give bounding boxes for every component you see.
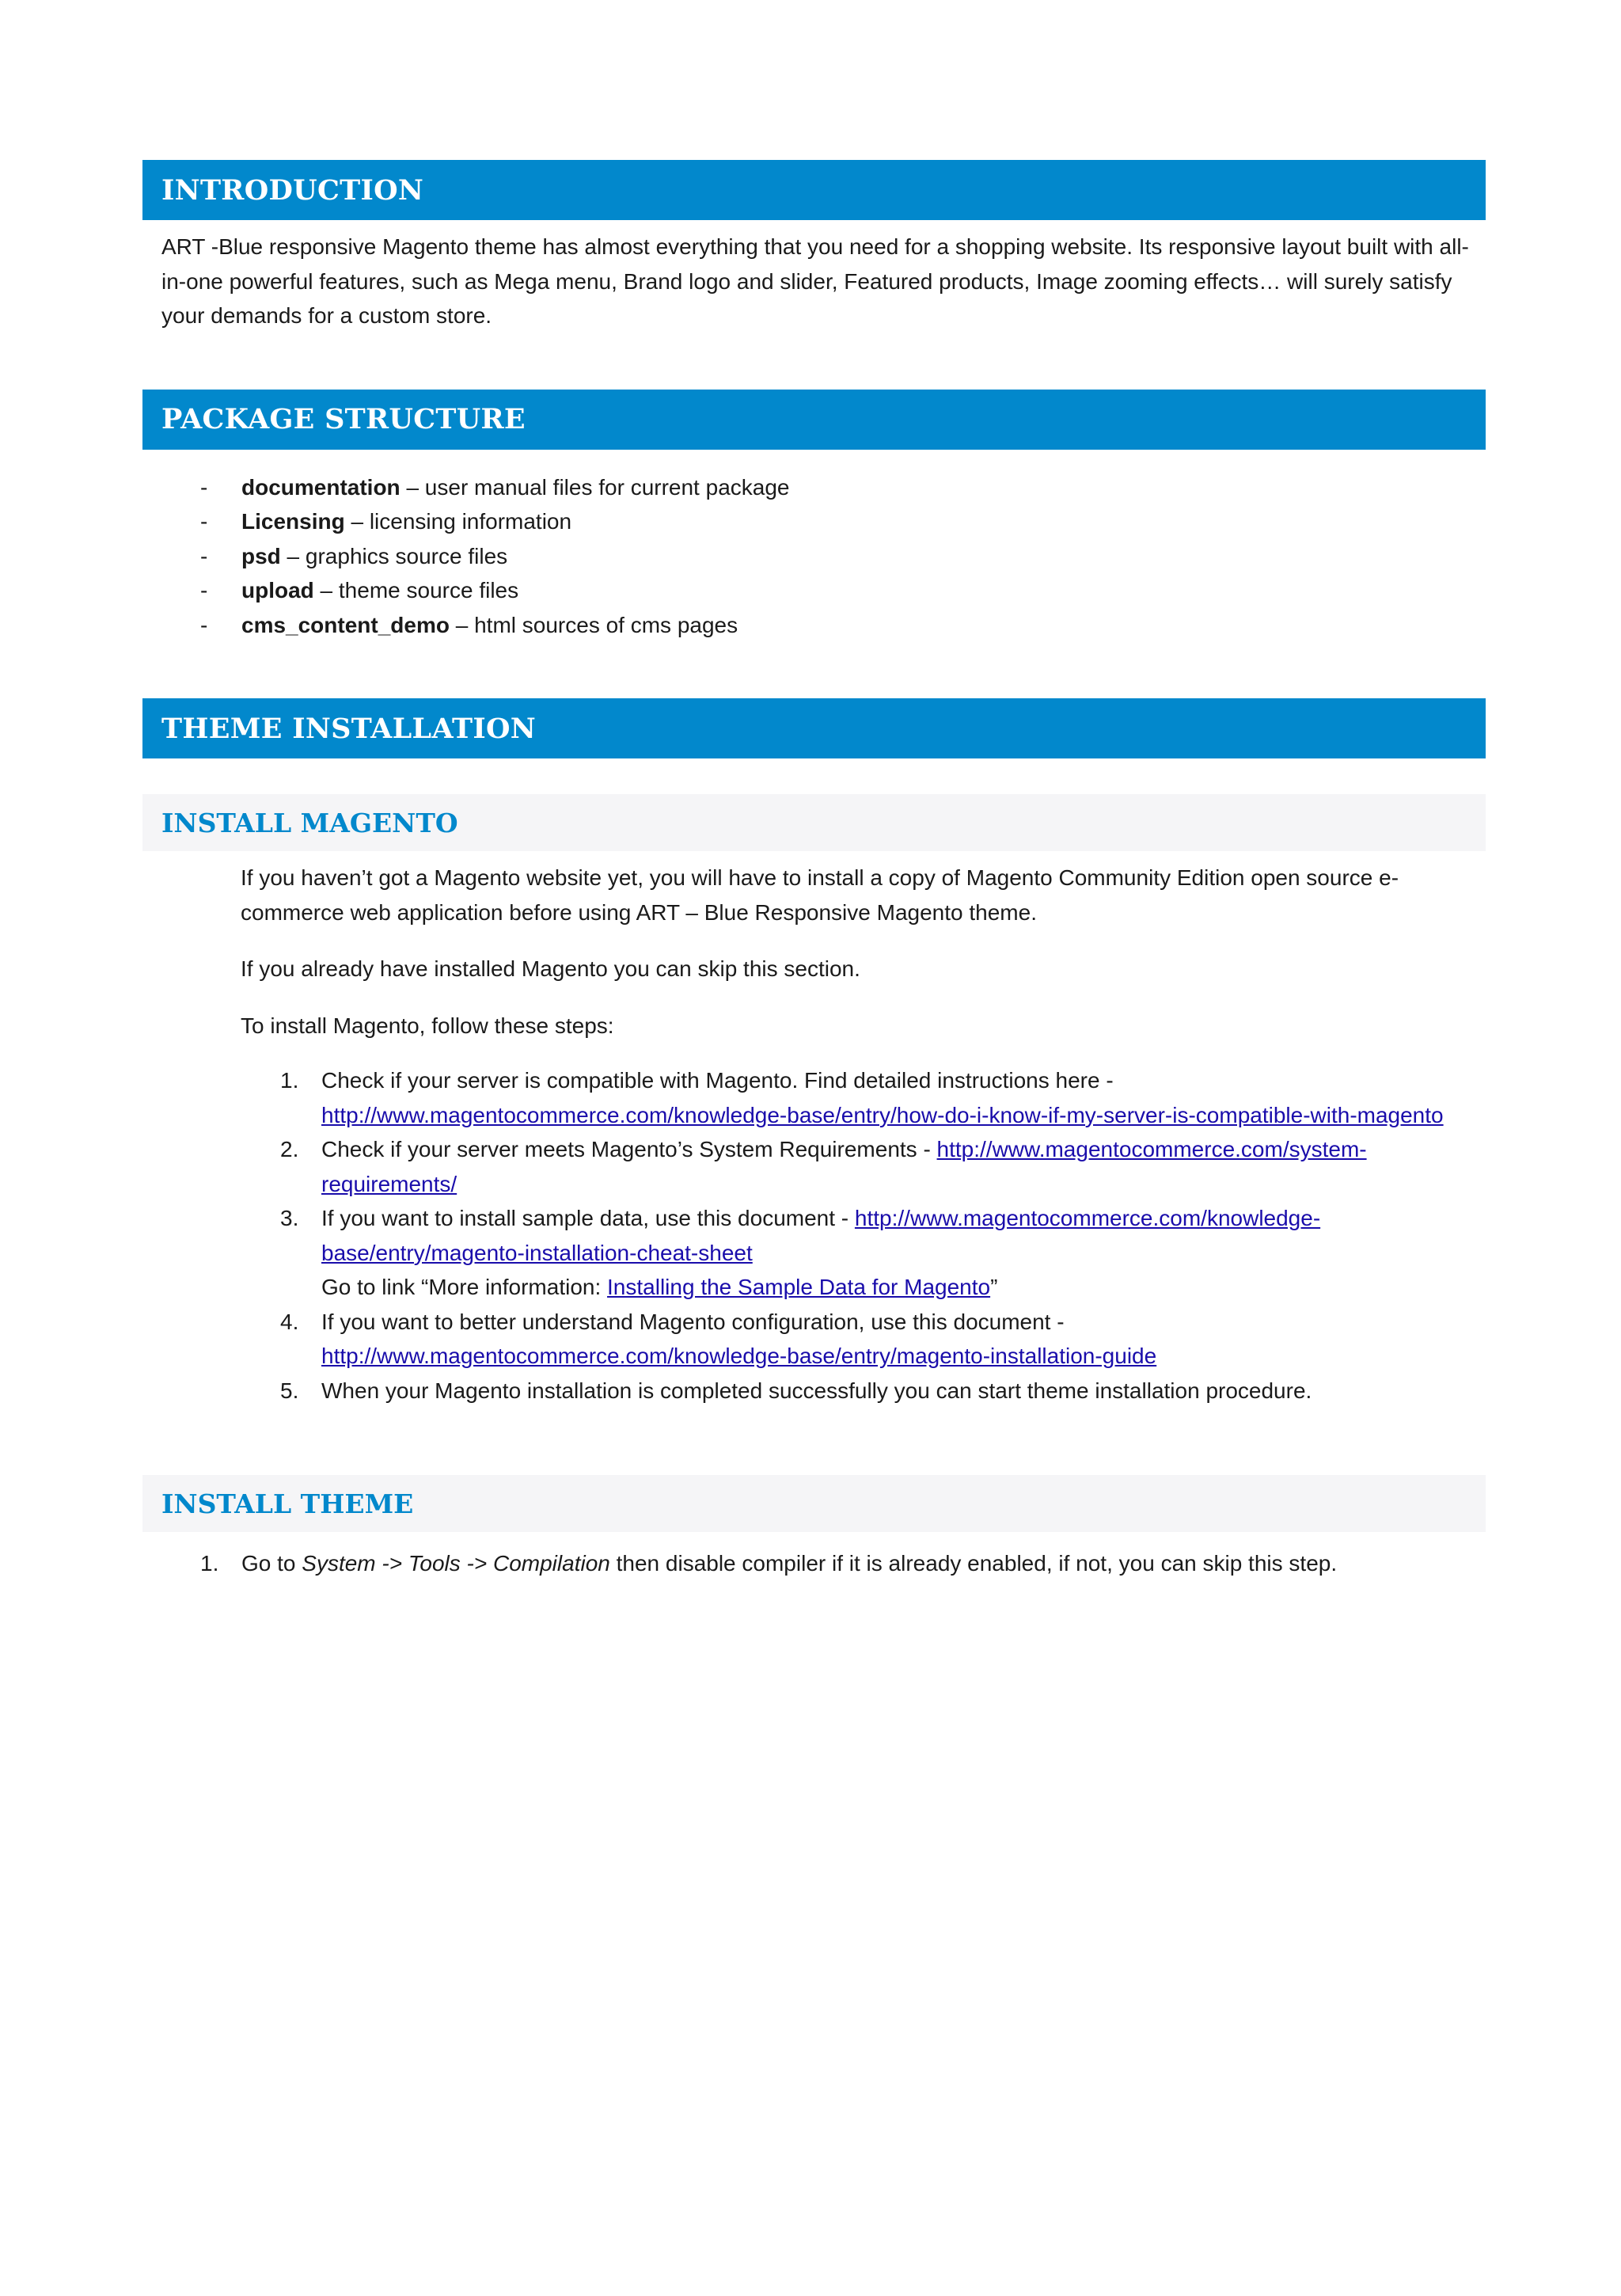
list-item (142, 504, 1486, 539)
document-page (142, 160, 1486, 1581)
install-theme-header (142, 1475, 1486, 1532)
theme-installation-heading: THEME INSTALLATION (161, 712, 537, 745)
introduction-heading: INTRODUCTION (161, 173, 424, 207)
step-more-suffix: ” (990, 1275, 998, 1299)
list-item (142, 539, 1486, 574)
step-prefix: Go to (241, 1551, 302, 1576)
step-text: When your Magento installation is completed successfully you can start theme installation procedure. (321, 1378, 1312, 1403)
list-item-term: upload (241, 578, 314, 603)
list-item (142, 608, 1486, 643)
list-item (142, 573, 1486, 608)
list-item-term: Licensing (241, 509, 345, 534)
package-structure-list (142, 470, 1486, 643)
theme-installation-header (142, 698, 1486, 758)
step-text: Check if your server is compatible with Magento. Find detailed instructions here - (321, 1068, 1114, 1093)
list-dash: - (200, 543, 208, 568)
step-number: 4. (280, 1309, 299, 1334)
step-suffix: then disable compiler if it is already enabled, if not, you can skip this step. (609, 1551, 1338, 1576)
list-dash: - (200, 612, 208, 637)
step-text: Check if your server meets Magento’s System Requirements - (321, 1137, 937, 1161)
install-magento-para1: If you haven’t got a Magento website yet, you will have to install a copy of Magento Community Edition open source e-commerce web application before using ART – Blue Responsive Magento theme. (241, 865, 1399, 925)
compatibility-link[interactable]: http://www.magentocommerce.com/knowledge-base/entry/how-do-i-know-if-my-server-is-compatible-with-magento (321, 1102, 1444, 1127)
step-item (241, 1374, 1454, 1408)
system-requirements-link[interactable]: http://www.magentocommerce.com/system-requirements/ (321, 1137, 1367, 1196)
list-item-desc: – user manual files for current package (400, 474, 790, 500)
step-item (241, 1063, 1454, 1132)
install-magento-para2: If you already have installed Magento you can skip this section. (241, 956, 860, 981)
menu-path: System -> Tools -> Compilation (302, 1551, 610, 1576)
install-magento-para3: To install Magento, follow these steps: (241, 1013, 614, 1038)
step-number: 5. (280, 1378, 299, 1403)
step-text: If you want to install sample data, use this document - (321, 1206, 855, 1230)
list-item-desc: – graphics source files (280, 543, 508, 568)
package-structure-header (142, 390, 1486, 450)
install-magento-header (142, 794, 1486, 851)
list-dash: - (200, 474, 208, 500)
list-item (142, 470, 1486, 505)
cheat-sheet-link[interactable]: http://www.magentocommerce.com/knowledge-base/entry/magento-installation-cheat-sheet (321, 1206, 1321, 1265)
install-theme-steps (142, 1546, 1486, 1581)
step-number: 1. (200, 1551, 219, 1576)
list-dash: - (200, 578, 208, 603)
installation-guide-link[interactable]: http://www.magentocommerce.com/knowledge-base/entry/magento-installation-guide (321, 1344, 1157, 1368)
install-magento-heading: INSTALL MAGENTO (161, 807, 458, 838)
step-item (241, 1305, 1454, 1374)
install-magento-content (241, 861, 1486, 1043)
step-number: 2. (280, 1137, 299, 1161)
step-more-prefix: Go to link “More information: (321, 1275, 608, 1299)
list-item-term: psd (241, 543, 281, 568)
list-item-desc: – licensing information (344, 509, 572, 534)
install-magento-steps (241, 1063, 1486, 1408)
introduction-body: ART -Blue responsive Magento theme has almost everything that you need for a shopping website. Its responsive layout built with all-in-one powerful features, such as Mega menu, Brand logo and slider, Featured products, Image zooming effects… will surely satisfy your demands for a custom store. (161, 234, 1469, 328)
step-number: 1. (280, 1068, 299, 1093)
list-item-desc: – html sources of cms pages (449, 612, 738, 637)
step-text: If you want to better understand Magento configuration, use this document - (321, 1309, 1065, 1334)
list-item-term: documentation (241, 474, 401, 500)
sample-data-link[interactable]: Installing the Sample Data for Magento (607, 1275, 991, 1299)
list-dash: - (200, 509, 208, 534)
list-item-term: cms_content_demo (241, 612, 450, 637)
package-structure-heading: PACKAGE STRUCTURE (161, 403, 526, 435)
install-theme-heading: INSTALL THEME (161, 1488, 414, 1519)
step-item (241, 1132, 1454, 1201)
list-item-desc: – theme source files (313, 578, 519, 603)
introduction-header (142, 160, 1486, 220)
step-item (241, 1201, 1454, 1305)
step-number: 3. (280, 1206, 299, 1230)
step-item (142, 1546, 1486, 1581)
